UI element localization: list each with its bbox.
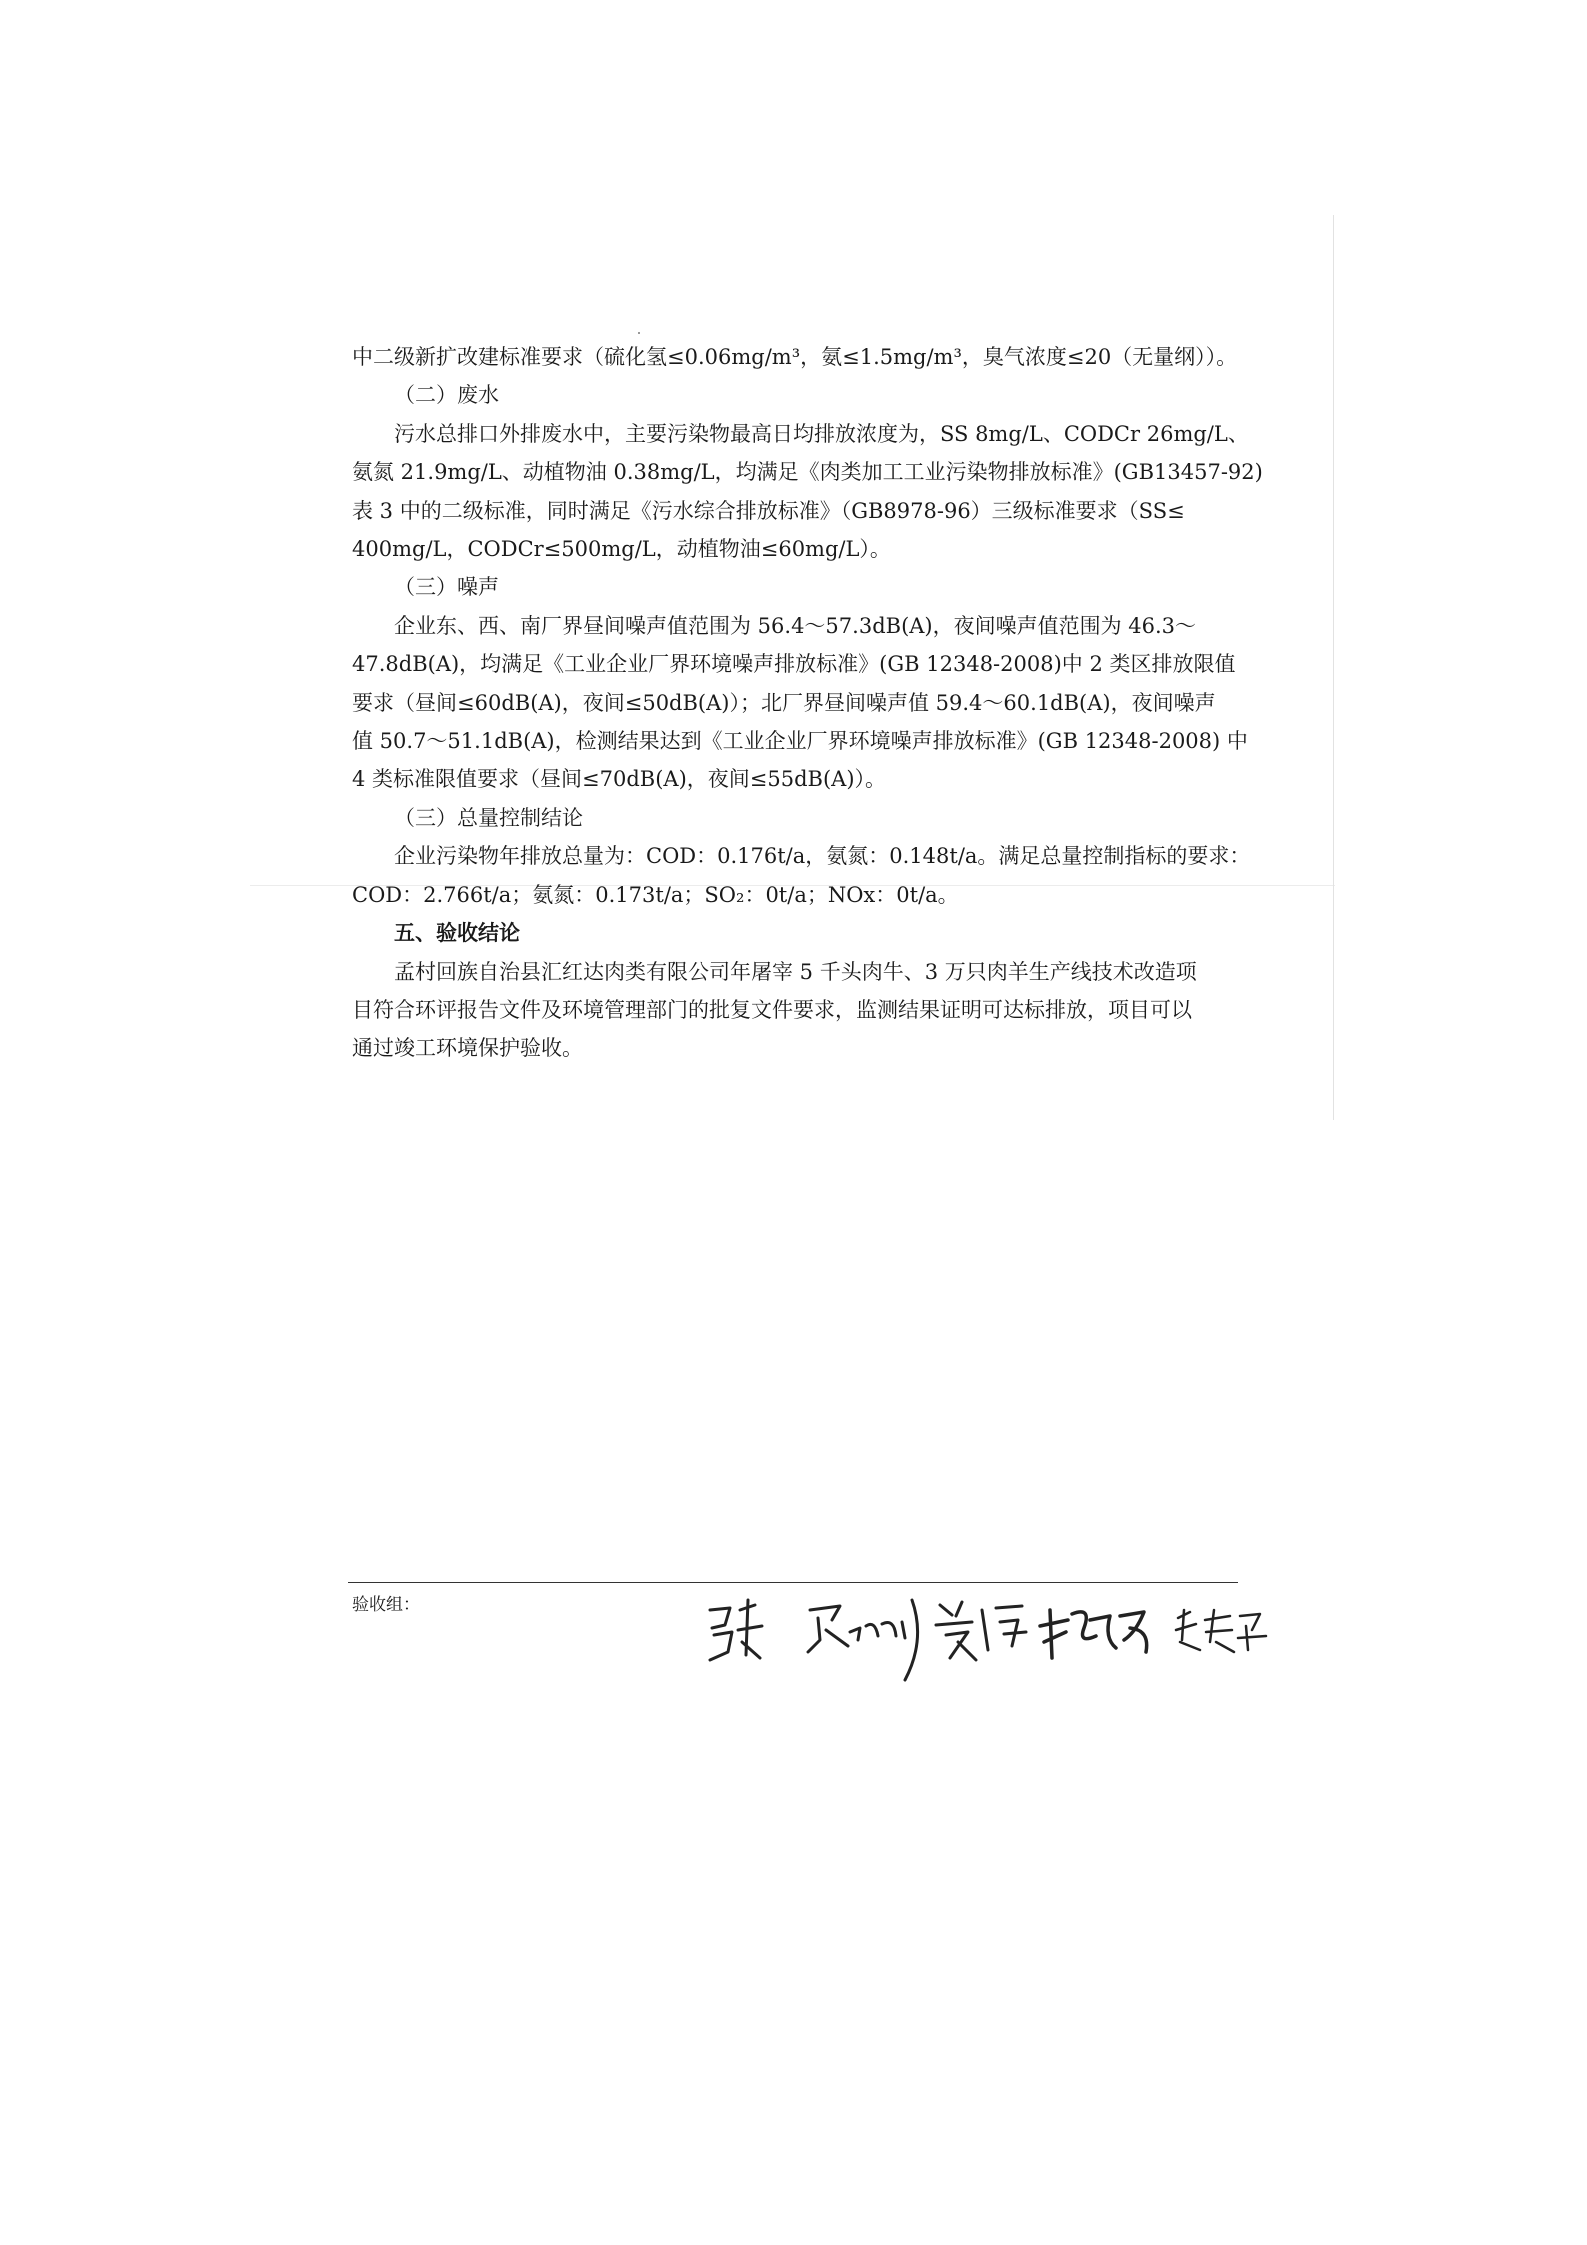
handwritten-signatures	[700, 1580, 1320, 1690]
text-line: 要求（昼间≤60dB(A)，夜间≤50dB(A)）；北厂界昼间噪声值 59.4～60.1dB(A)，夜间噪声	[352, 690, 1216, 715]
text-line: 污水总排口外排废水中，主要污染物最高日均排放浓度为，SS 8mg/L、CODCr 26mg/L、	[394, 421, 1249, 446]
document-body	[352, 338, 1263, 1068]
text-line: 氨氮 21.9mg/L、动植物油 0.38mg/L，均满足《肉类加工工业污染物排放标准》(GB13457-92)	[352, 460, 1263, 485]
paragraph-wastewater	[352, 415, 1263, 569]
text-line: 表 3 中的二级标准，同时满足《污水综合排放标准》（GB8978-96）三级标准要求（SS≤	[352, 498, 1185, 523]
paragraph-noise	[352, 607, 1248, 799]
section-heading-noise: （三）噪声	[394, 575, 499, 600]
signature-4	[1040, 1610, 1147, 1658]
text-line: 47.8dB(A)，均满足《工业企业厂界环境噪声排放标准》(GB 12348-2008)中 2 类区排放限值	[352, 652, 1236, 677]
text-line: 400mg/L，CODCr≤500mg/L，动植物油≤60mg/L）。	[352, 537, 891, 562]
signature-label: 验收组：	[352, 1595, 420, 1615]
paragraph-conclusion	[352, 953, 1242, 1068]
text-line: 4 类标准限值要求（昼间≤70dB(A)，夜间≤55dB(A)）。	[352, 767, 887, 792]
section-heading-conclusion: 五、验收结论	[394, 920, 520, 946]
scan-speck	[638, 332, 640, 334]
paragraph-total-control	[352, 837, 1251, 914]
signature-3	[936, 1602, 1026, 1660]
text-line: 企业东、西、南厂界昼间噪声值范围为 56.4～57.3dB(A)，夜间噪声值范围为 46.3～	[394, 613, 1197, 638]
text-line: 目符合环评报告文件及环境管理部门的批复文件要求，监测结果证明可达标排放，项目可以	[352, 997, 1192, 1022]
text-line: COD：2.766t/a；氨氮：0.173t/a；SO₂：0t/a；NOx：0t/a。	[352, 882, 959, 907]
signature-1	[710, 1600, 762, 1660]
section-heading-total-control: （三）总量控制结论	[394, 805, 583, 830]
text-line: 孟村回族自治县汇红达肉类有限公司年屠宰 5 千头肉牛、3 万只肉羊生产线技术改造项	[394, 959, 1197, 984]
signature-2	[808, 1600, 918, 1680]
scan-artifact-edge	[1333, 215, 1334, 1120]
text-line: 中二级新扩改建标准要求（硫化氢≤0.06mg/m³，氨≤1.5mg/m³，臭气浓度≤20（无量纲））。	[352, 345, 1238, 369]
text-line: 企业污染物年排放总量为：COD：0.176t/a，氨氮：0.148t/a。满足总量控制指标的要求：	[394, 844, 1251, 869]
text-line: 值 50.7～51.1dB(A)，检测结果达到《工业企业厂界环境噪声排放标准》(GB 12348-2008) 中	[352, 729, 1248, 754]
signature-5	[1176, 1610, 1266, 1652]
text-line: 通过竣工环境保护验收。	[352, 1036, 583, 1061]
paragraph-continuation	[352, 338, 1242, 376]
section-heading-wastewater: （二）废水	[394, 383, 499, 408]
